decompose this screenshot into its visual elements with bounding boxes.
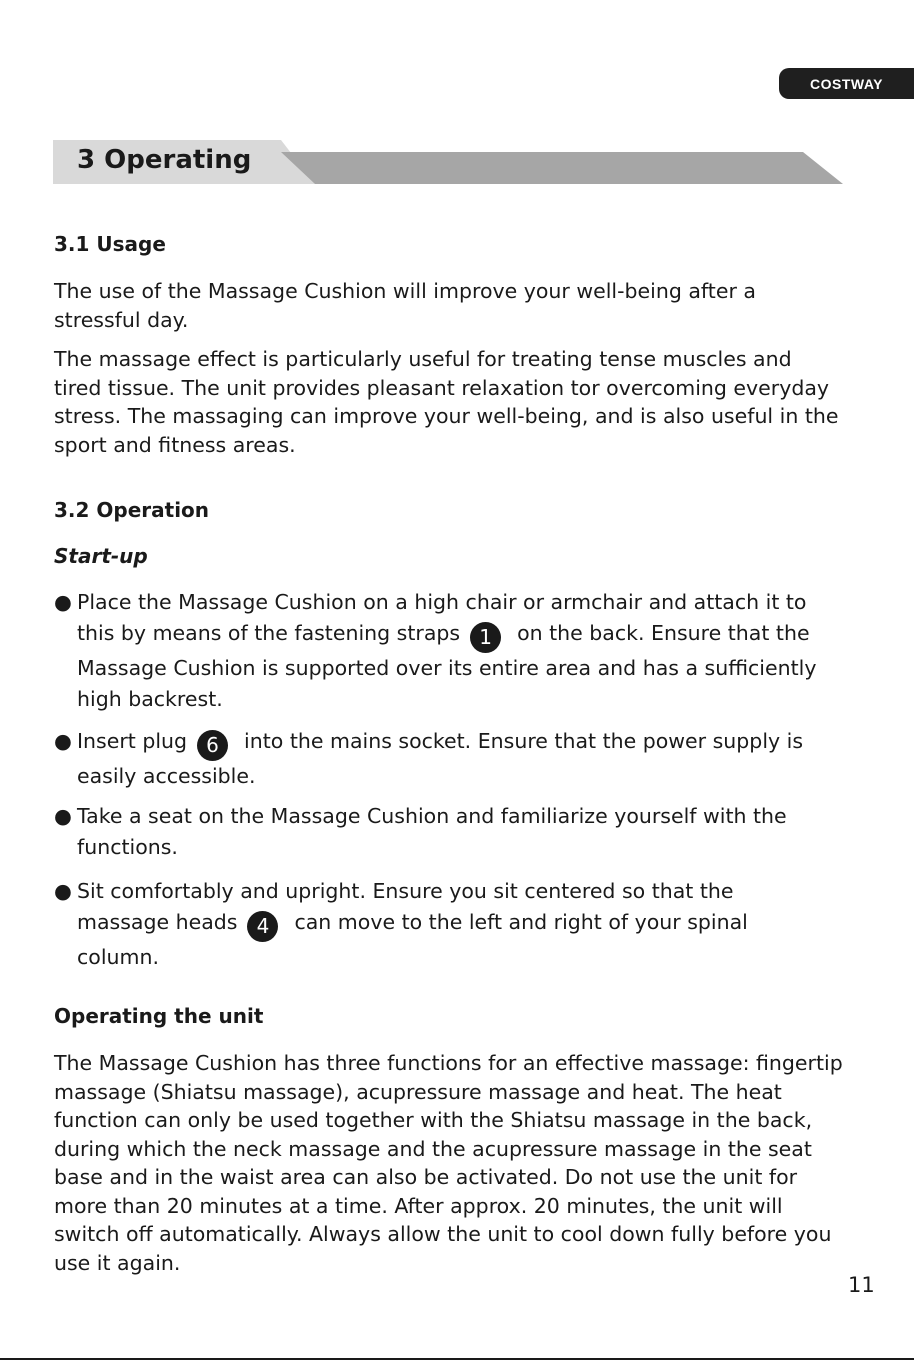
section-heading-operating-unit: Operating the unit (54, 1004, 264, 1028)
bullet-2-text-before: Insert plug (77, 729, 188, 753)
operating-unit-text: The Massage Cushion has three functions for an effective massage: fingertip massage (Shiatsu massage), acupressure massage and heat. The heat function can only be used together with the Shiatsu massage in the back, during which the neck massage and the acupressure massage in the seat base and in the waist area can also be activated. Do not use the unit for more than 20 minutes at a time. After approx. 20 minutes, the unit will switch off automatically. Always allow the unit to cool down fully before you use it again. (54, 1051, 843, 1275)
callout-number-badge: 4 (247, 911, 278, 942)
bullet-item-3 (54, 801, 814, 863)
bullet-3-text: Take a seat on the Massage Cushion and familiarize yourself with the functions. (77, 804, 787, 859)
chapter-title: 3 Operating (77, 145, 252, 175)
bullet-dot-icon: ● (54, 879, 72, 903)
bullet-item-2 (54, 726, 814, 792)
bullet-1-text-before: Place the Massage Cushion on a high chair or armchair and attach it to this by means of the fastening straps (77, 590, 807, 645)
bullet-dot-icon: ● (54, 590, 72, 614)
bullet-item-4 (54, 876, 814, 973)
usage-para2-text: The massage effect is particularly useful for treating tense muscles and tired tissue. The unit provides pleasant relaxation tor overcoming everyday stress. The massaging can improve your well-being, and is also useful in the sport and fitness areas. (54, 347, 839, 457)
bullet-2-text-after: into the mains socket. Ensure that the power supply is easily accessible. (77, 729, 804, 788)
bullet-dot-icon: ● (54, 729, 72, 753)
usage-paragraph-1 (54, 277, 844, 334)
callout-number-badge: 1 (470, 622, 501, 653)
bullet-4-text-before: Sit comfortably and upright. Ensure you sit centered so that the massage heads (77, 879, 734, 934)
section-heading-operation: 3.2 Operation (54, 498, 210, 522)
bullet-item-1 (54, 587, 849, 715)
startup-heading: Start-up (54, 544, 148, 568)
bullet-4-text-after: can move to the left and right of your spinal column. (77, 910, 748, 969)
page-bottom-rule (0, 1358, 914, 1360)
section-heading-usage: 3.1 Usage (54, 232, 166, 256)
brand-logo: COSTWAY (779, 68, 914, 99)
bullet-1-text-after: on the back. Ensure that the Massage Cushion is supported over its entire area and has a sufficiently high backrest. (77, 621, 817, 711)
bullet-dot-icon: ● (54, 804, 72, 828)
callout-number-badge: 6 (197, 730, 228, 761)
usage-para1-text: The use of the Massage Cushion will improve your well-being after a stressful day. (54, 279, 756, 332)
operating-unit-paragraph (54, 1049, 844, 1277)
chapter-header-band (53, 140, 843, 185)
page-number: 11 (848, 1273, 875, 1297)
usage-paragraph-2 (54, 345, 844, 459)
